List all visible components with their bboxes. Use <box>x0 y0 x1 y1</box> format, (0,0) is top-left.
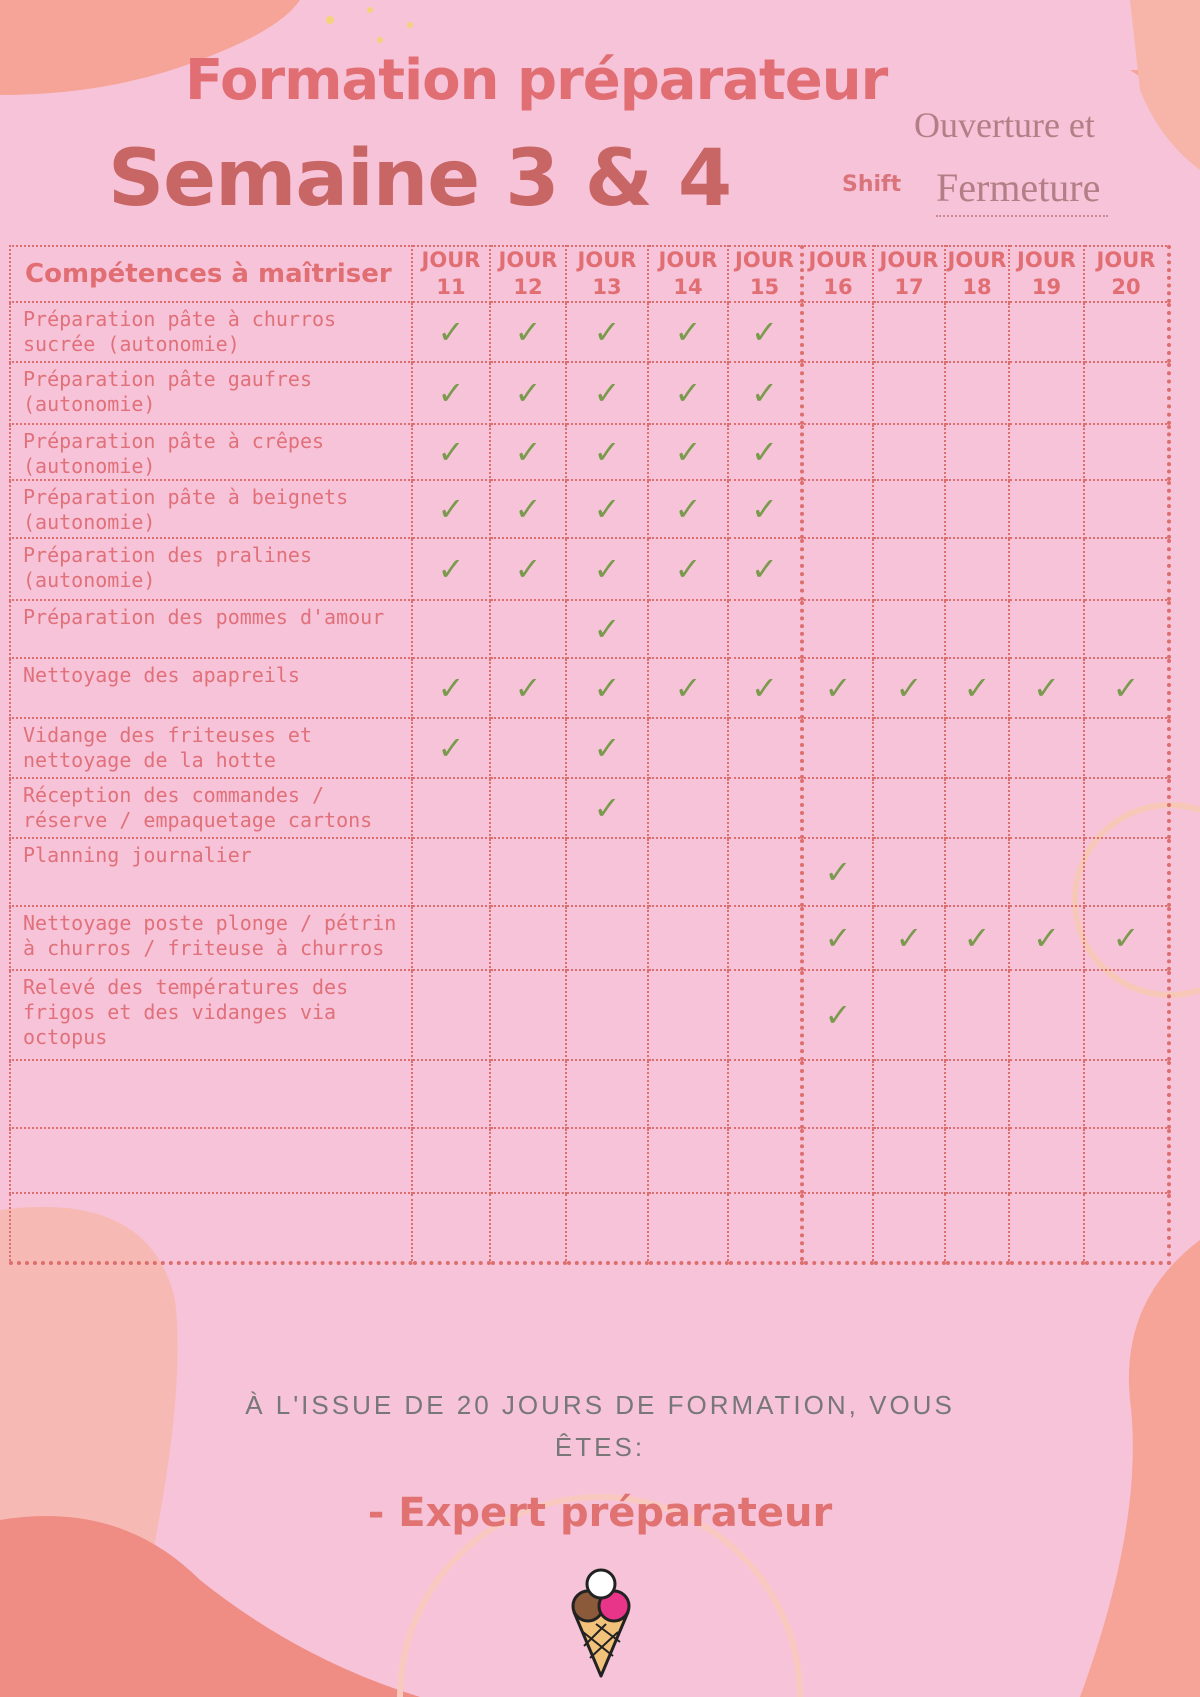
day-cell <box>566 778 648 838</box>
check-icon: ✓ <box>593 610 621 648</box>
day-cell <box>490 778 566 838</box>
table-row <box>10 718 1169 778</box>
check-icon: ✓ <box>674 669 702 707</box>
day-cell <box>566 480 648 538</box>
day-cell <box>873 538 945 600</box>
day-cell <box>648 1128 728 1193</box>
check-icon: ✓ <box>514 550 542 588</box>
day-label: JOUR <box>577 248 637 272</box>
day-label: JOUR <box>947 248 1007 272</box>
day-cell <box>945 538 1009 600</box>
shift-block <box>842 104 1152 224</box>
skill-name: Préparation des pralines (autonomie) <box>10 538 412 600</box>
day-cell <box>728 362 802 424</box>
day-cell <box>1084 658 1169 718</box>
check-icon: ✓ <box>437 313 465 351</box>
day-number: 20 <box>1111 275 1141 299</box>
check-icon: ✓ <box>824 669 852 707</box>
day-cell <box>412 302 490 362</box>
day-cell <box>1009 1128 1084 1193</box>
check-icon: ✓ <box>593 313 621 351</box>
day-cell <box>1084 362 1169 424</box>
day-cell <box>802 906 873 970</box>
day-cell <box>728 480 802 538</box>
day-cell <box>802 1060 873 1128</box>
day-cell <box>490 1128 566 1193</box>
skill-name: Planning journalier <box>10 838 412 906</box>
check-icon: ✓ <box>437 490 465 528</box>
check-icon: ✓ <box>674 313 702 351</box>
day-cell <box>1084 838 1169 906</box>
check-icon: ✓ <box>824 919 852 957</box>
day-cell <box>490 970 566 1060</box>
column-header-day <box>412 246 490 302</box>
day-number: 19 <box>1031 275 1062 299</box>
column-header-skills: Compétences à maîtriser <box>10 246 412 302</box>
skill-name: Nettoyage des apapreils <box>10 658 412 718</box>
day-cell <box>1009 906 1084 970</box>
check-icon: ✓ <box>674 490 702 528</box>
day-cell <box>945 600 1009 658</box>
check-icon: ✓ <box>1033 919 1060 957</box>
check-icon: ✓ <box>593 490 621 528</box>
check-icon: ✓ <box>593 789 621 827</box>
table-row <box>10 970 1169 1060</box>
day-cell <box>1084 480 1169 538</box>
day-cell <box>945 1193 1009 1263</box>
check-icon: ✓ <box>824 996 852 1034</box>
day-cell <box>490 718 566 778</box>
table-header-row <box>10 246 1169 302</box>
outro-text: À L'ISSUE DE 20 JOURS DE FORMATION, VOUS ÊTES: <box>245 1390 955 1462</box>
day-cell <box>412 1060 490 1128</box>
day-cell <box>728 302 802 362</box>
skill-name: Préparation pâte à beignets (autonomie) <box>10 480 412 538</box>
check-icon: ✓ <box>895 669 923 707</box>
day-cell <box>873 1128 945 1193</box>
day-cell <box>728 424 802 480</box>
table-row <box>10 362 1169 424</box>
day-cell <box>566 302 648 362</box>
day-cell <box>945 1128 1009 1193</box>
day-number: 17 <box>894 275 924 299</box>
check-icon: ✓ <box>895 919 923 957</box>
day-cell <box>412 658 490 718</box>
day-cell <box>1084 600 1169 658</box>
day-cell <box>566 658 648 718</box>
skill-name <box>10 1060 412 1128</box>
day-cell <box>1084 1193 1169 1263</box>
day-cell <box>412 424 490 480</box>
day-cell <box>566 362 648 424</box>
day-number: 13 <box>592 275 622 299</box>
table-row <box>10 838 1169 906</box>
expert-title: - Expert préparateur <box>367 1490 833 1536</box>
day-number: 11 <box>436 275 466 299</box>
day-cell <box>648 838 728 906</box>
day-cell <box>873 718 945 778</box>
day-cell <box>648 970 728 1060</box>
skill-name <box>10 1193 412 1263</box>
day-cell <box>412 906 490 970</box>
day-cell <box>1084 302 1169 362</box>
day-cell <box>490 362 566 424</box>
day-cell <box>412 718 490 778</box>
day-cell <box>728 778 802 838</box>
day-label: JOUR <box>421 248 481 272</box>
table-row <box>10 906 1169 970</box>
column-header-day <box>1009 246 1084 302</box>
day-cell <box>648 424 728 480</box>
page-title: Formation préparateur <box>185 48 888 113</box>
day-cell <box>1084 538 1169 600</box>
day-number: 12 <box>513 275 543 299</box>
day-cell <box>945 906 1009 970</box>
day-cell <box>1009 600 1084 658</box>
day-cell <box>873 480 945 538</box>
table-row <box>10 658 1169 718</box>
check-icon: ✓ <box>751 313 778 351</box>
day-cell <box>945 480 1009 538</box>
skill-name <box>10 1128 412 1193</box>
check-icon: ✓ <box>514 669 542 707</box>
day-cell <box>648 906 728 970</box>
day-cell <box>412 1128 490 1193</box>
day-cell <box>648 778 728 838</box>
day-cell <box>566 718 648 778</box>
day-cell <box>412 778 490 838</box>
day-label: JOUR <box>808 248 868 272</box>
day-cell <box>728 970 802 1060</box>
check-icon: ✓ <box>751 550 778 588</box>
day-cell <box>1009 778 1084 838</box>
day-cell <box>873 658 945 718</box>
day-cell <box>802 778 873 838</box>
day-cell <box>1009 480 1084 538</box>
day-label: JOUR <box>879 248 939 272</box>
table-row <box>10 1060 1169 1128</box>
day-cell <box>648 718 728 778</box>
day-cell <box>945 424 1009 480</box>
day-label: JOUR <box>498 248 558 272</box>
day-cell <box>1084 778 1169 838</box>
day-cell <box>802 1193 873 1263</box>
column-header-day <box>1084 246 1169 302</box>
day-cell <box>1084 906 1169 970</box>
column-header-day <box>566 246 648 302</box>
day-cell <box>945 1060 1009 1128</box>
day-cell <box>490 1060 566 1128</box>
check-icon: ✓ <box>514 374 542 412</box>
day-cell <box>566 1060 648 1128</box>
day-cell <box>1009 970 1084 1060</box>
column-header-day <box>490 246 566 302</box>
column-header-day <box>728 246 802 302</box>
day-cell <box>648 1193 728 1263</box>
day-cell <box>490 424 566 480</box>
table-row <box>10 1128 1169 1193</box>
check-icon: ✓ <box>514 313 542 351</box>
check-icon: ✓ <box>437 550 465 588</box>
ice-cream-icon <box>568 1566 634 1681</box>
day-cell <box>873 906 945 970</box>
table-row <box>10 600 1169 658</box>
check-icon: ✓ <box>1112 919 1140 957</box>
shift-line-2: Fermeture <box>936 164 1108 217</box>
shift-label: Shift <box>842 172 902 197</box>
day-number: 14 <box>673 275 703 299</box>
table-row <box>10 1193 1169 1263</box>
day-cell <box>873 424 945 480</box>
day-cell <box>802 302 873 362</box>
day-cell <box>412 600 490 658</box>
day-cell <box>873 362 945 424</box>
check-icon: ✓ <box>751 374 778 412</box>
day-cell <box>728 538 802 600</box>
day-cell <box>945 658 1009 718</box>
day-cell <box>802 424 873 480</box>
day-cell <box>802 480 873 538</box>
day-cell <box>802 658 873 718</box>
day-cell <box>412 838 490 906</box>
check-icon: ✓ <box>593 550 621 588</box>
day-label: JOUR <box>735 248 794 272</box>
day-label: JOUR <box>1017 248 1076 272</box>
day-cell <box>945 302 1009 362</box>
day-cell <box>566 970 648 1060</box>
check-icon: ✓ <box>437 669 465 707</box>
day-cell <box>648 480 728 538</box>
day-cell <box>566 538 648 600</box>
day-cell <box>873 302 945 362</box>
day-cell <box>728 658 802 718</box>
day-cell <box>802 600 873 658</box>
skill-name: Relevé des températures des frigos et des vidanges via octopus <box>10 970 412 1060</box>
day-label: JOUR <box>658 248 718 272</box>
day-cell <box>728 1060 802 1128</box>
table-row <box>10 778 1169 838</box>
check-icon: ✓ <box>437 374 465 412</box>
day-cell <box>945 362 1009 424</box>
check-icon: ✓ <box>593 729 621 767</box>
day-cell <box>490 600 566 658</box>
skill-name: Nettoyage poste plonge / pétrin à churros / friteuse à churros <box>10 906 412 970</box>
page-subtitle: Semaine 3 & 4 <box>108 134 732 224</box>
day-cell <box>1009 302 1084 362</box>
day-cell <box>490 838 566 906</box>
day-cell <box>490 906 566 970</box>
day-cell <box>873 1060 945 1128</box>
day-cell <box>490 538 566 600</box>
day-cell <box>1084 970 1169 1060</box>
check-icon: ✓ <box>963 919 991 957</box>
day-cell <box>728 1193 802 1263</box>
table-row <box>10 480 1169 538</box>
skill-name: Préparation pâte à churros sucrée (autonomie) <box>10 302 412 362</box>
check-icon: ✓ <box>674 374 702 412</box>
day-number: 16 <box>823 275 853 299</box>
day-cell <box>802 718 873 778</box>
day-cell <box>490 658 566 718</box>
day-cell <box>648 538 728 600</box>
check-icon: ✓ <box>593 374 621 412</box>
day-cell <box>728 1128 802 1193</box>
day-cell <box>1009 838 1084 906</box>
check-icon: ✓ <box>674 433 702 471</box>
column-header-day <box>802 246 873 302</box>
day-cell <box>873 838 945 906</box>
day-cell <box>1084 424 1169 480</box>
day-cell <box>1084 718 1169 778</box>
check-icon: ✓ <box>674 550 702 588</box>
check-icon: ✓ <box>751 669 778 707</box>
day-cell <box>945 970 1009 1060</box>
day-cell <box>566 1128 648 1193</box>
column-header-day <box>873 246 945 302</box>
table-row <box>10 538 1169 600</box>
day-cell <box>728 600 802 658</box>
day-cell <box>1009 658 1084 718</box>
day-cell <box>648 1060 728 1128</box>
day-cell <box>802 538 873 600</box>
day-cell <box>1009 718 1084 778</box>
day-cell <box>873 778 945 838</box>
skills-table-body <box>10 246 1169 1263</box>
day-cell <box>566 1193 648 1263</box>
column-header-day <box>648 246 728 302</box>
day-cell <box>873 1193 945 1263</box>
day-cell <box>648 600 728 658</box>
day-cell <box>648 362 728 424</box>
day-cell <box>412 970 490 1060</box>
check-icon: ✓ <box>751 490 778 528</box>
day-cell <box>945 778 1009 838</box>
table-row <box>10 424 1169 480</box>
day-cell <box>566 906 648 970</box>
day-cell <box>1009 424 1084 480</box>
skill-name: Préparation pâte gaufres (autonomie) <box>10 362 412 424</box>
skill-name: Préparation pâte à crêpes (autonomie) <box>10 424 412 480</box>
skill-name: Réception des commandes / réserve / empaquetage cartons <box>10 778 412 838</box>
day-cell <box>412 362 490 424</box>
check-icon: ✓ <box>514 490 542 528</box>
skills-table <box>9 245 1171 1265</box>
check-icon: ✓ <box>593 433 621 471</box>
check-icon: ✓ <box>437 729 465 767</box>
day-cell <box>1009 1193 1084 1263</box>
day-cell <box>490 1193 566 1263</box>
table-row <box>10 302 1169 362</box>
day-cell <box>566 424 648 480</box>
day-cell <box>945 718 1009 778</box>
day-cell <box>648 302 728 362</box>
check-icon: ✓ <box>593 669 621 707</box>
day-cell <box>1009 1060 1084 1128</box>
check-icon: ✓ <box>963 669 991 707</box>
check-icon: ✓ <box>1112 669 1140 707</box>
column-header-day <box>945 246 1009 302</box>
day-cell <box>490 302 566 362</box>
day-cell <box>802 1128 873 1193</box>
day-cell <box>1009 362 1084 424</box>
day-label: JOUR <box>1096 248 1156 272</box>
day-cell <box>1084 1060 1169 1128</box>
day-number: 15 <box>749 275 780 299</box>
check-icon: ✓ <box>437 433 465 471</box>
day-cell <box>1084 1128 1169 1193</box>
day-cell <box>566 838 648 906</box>
check-icon: ✓ <box>751 433 778 471</box>
day-cell <box>728 906 802 970</box>
day-cell <box>728 718 802 778</box>
day-cell <box>873 600 945 658</box>
day-cell <box>412 1193 490 1263</box>
day-cell <box>873 970 945 1060</box>
day-cell <box>802 838 873 906</box>
day-cell <box>412 480 490 538</box>
day-number: 18 <box>962 275 992 299</box>
day-cell <box>566 600 648 658</box>
day-cell <box>1009 538 1084 600</box>
check-icon: ✓ <box>514 433 542 471</box>
day-cell <box>490 480 566 538</box>
check-icon: ✓ <box>824 853 852 891</box>
day-cell <box>945 838 1009 906</box>
skill-name: Préparation des pommes d'amour <box>10 600 412 658</box>
check-icon: ✓ <box>1033 669 1060 707</box>
skill-name: Vidange des friteuses et nettoyage de la hotte <box>10 718 412 778</box>
shift-line-1: Ouverture et <box>914 105 1095 145</box>
day-cell <box>802 362 873 424</box>
day-cell <box>648 658 728 718</box>
day-cell <box>412 538 490 600</box>
day-cell <box>802 970 873 1060</box>
day-cell <box>728 838 802 906</box>
